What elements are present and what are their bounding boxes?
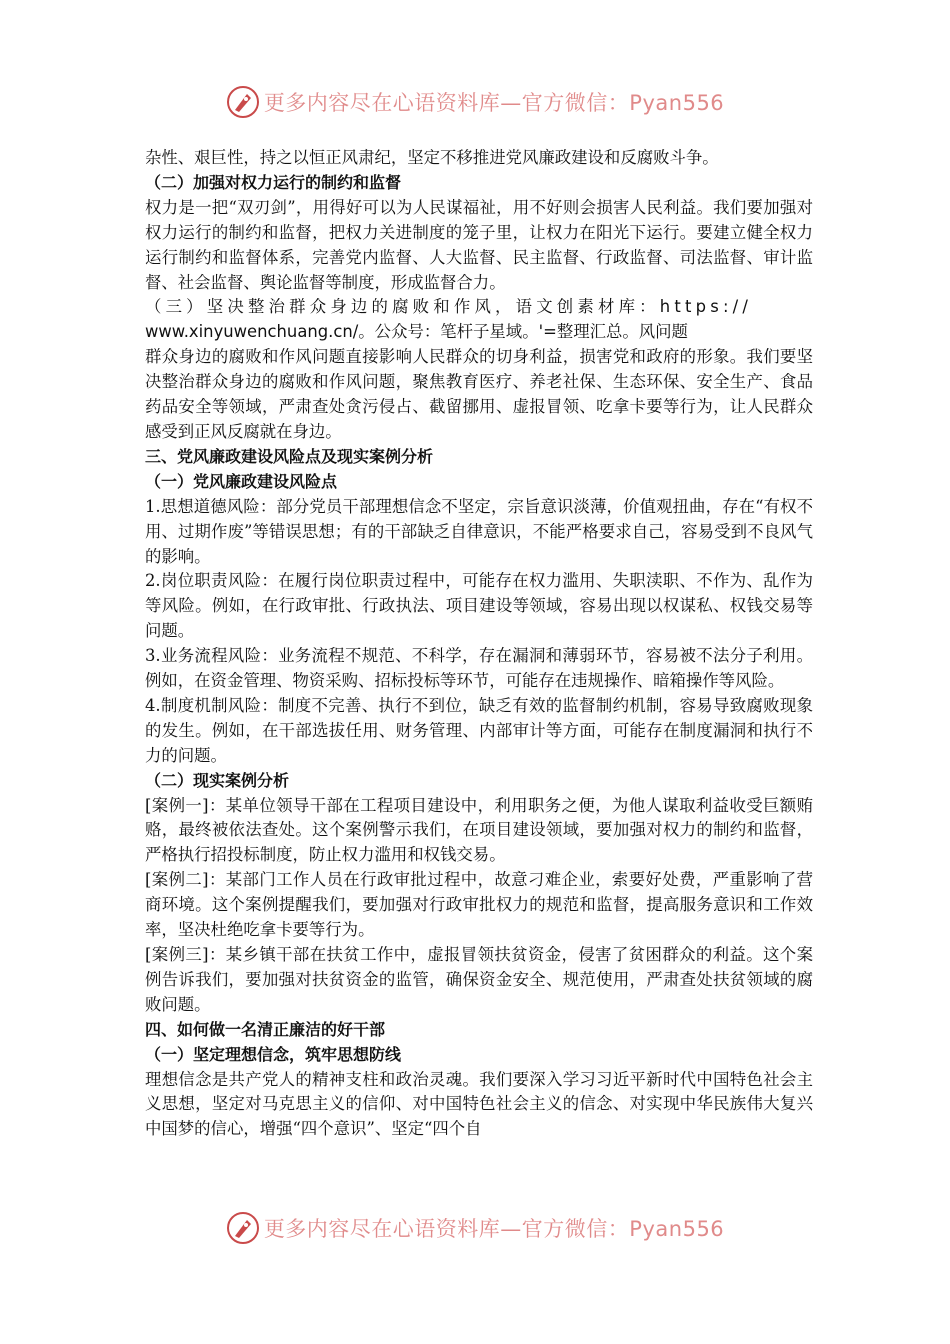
case-item: [案例一]：某单位领导干部在工程项目建设中，利用职务之便，为他人谋取利益收受巨额贿赂，最终被依法查处。这个案例警示我们，在项目建设领域，要加强对权力的制约和监督，严格执行招投标制度，防止权力滥用和权钱交易。 — [145, 795, 813, 865]
footer-watermark-banner — [0, 1208, 950, 1248]
paragraph: 理想信念是共产党人的精神支柱和政治灵魂。我们要深入学习习近平新时代中国特色社会主义思想，坚定对马克思主义的信仰、对中国特色社会主义的信念、对实现中华民族伟大复兴中国梦的信心，增强“四个意识”、坚定“四个自 — [145, 1069, 813, 1139]
paragraph: 杂性、艰巨性，持之以恒正风肃纪，坚定不移推进党风廉政建设和反腐败斗争。 — [145, 148, 719, 167]
section-heading: （二）现实案例分析 — [145, 770, 290, 790]
section-heading: （二）加强对权力运行的制约和监督 — [145, 172, 402, 192]
case-item: [案例三]：某乡镇干部在扶贫工作中，虚报冒领扶贫资金，侵害了贫困群众的利益。这个案例告诉我们，要加强对扶贫资金的监管，确保资金安全、规范使用，严肃查处扶贫领域的腐败问题。 — [145, 945, 813, 1014]
risk-item: 1.思想道德风险：部分党员干部理想信念不坚定，宗旨意识淡薄，价值观扭曲，存在“有权不用、过期作废”等错误思想；有的干部缺乏自律意识，不能严格要求自己，容易受到不良风气的影响。 — [145, 496, 813, 566]
section-heading: （一）坚定理想信念，筑牢思想防线 — [145, 1044, 402, 1064]
document-body — [145, 146, 813, 1142]
risk-item: 3.业务流程风险：业务流程不规范、不科学，存在漏洞和薄弱环节，容易被不法分子利用。例如，在资金管理、物资采购、招标投标等环节，可能存在违规操作、暗箱操作等风险。 — [145, 646, 813, 691]
risk-item: 4.制度机制风险：制度不完善、执行不到位，缺乏有效的监督制约机制，容易导致腐败现象的发生。例如，在干部选拔任用、财务管理、内部审计等方面，可能存在制度漏洞和执行不力的问题。 — [145, 695, 813, 765]
header-watermark-banner — [0, 82, 950, 122]
banner-text: 更多内容尽在心语资料库—官方微信：Pyan556 — [263, 91, 725, 115]
pen-nib-logo-icon — [226, 1211, 260, 1245]
banner-text: 更多内容尽在心语资料库—官方微信：Pyan556 — [263, 1217, 725, 1241]
section-heading-with-watermark-line2: www.xinyuwenchuang.cn/。公众号：笔杆子星域。'=整理汇总。风问题 — [145, 322, 688, 342]
pen-nib-logo-icon — [226, 85, 260, 119]
paragraph: 权力是一把“双刃剑”，用得好可以为人民谋福祉，用不好则会损害人民利益。我们要加强对权力运行的制约和监督，把权力关进制度的笼子里，让权力在阳光下运行。要建立健全权力运行制约和监督体系，完善党内监督、人大监督、民主监督、行政监督、司法监督、审计监督、社会监督、舆论监督等制度，形成监督合力。 — [145, 197, 813, 292]
chapter-heading: 四、如何做一名清正廉洁的好干部 — [145, 1019, 386, 1039]
risk-item: 2.岗位职责风险：在履行岗位职责过程中，可能存在权力滥用、失职渎职、不作为、乱作为等风险。例如，在行政审批、行政执法、项目建设等领域，容易出现以权谋私、权钱交易等问题。 — [145, 571, 813, 641]
section-heading: （一）党风廉政建设风险点 — [145, 471, 338, 491]
paragraph: 群众身边的腐败和作风问题直接影响人民群众的切身利益，损害党和政府的形象。我们要坚决整治群众身边的腐败和作风问题，聚焦教育医疗、养老社保、生态环保、安全生产、食品药品安全等领域，严肃查处贪污侵占、截留挪用、虚报冒领、吃拿卡要等行为，让人民群众感受到正风反腐就在身边。 — [145, 347, 813, 441]
case-item: [案例二]：某部门工作人员在行政审批过程中，故意刁难企业，索要好处费，严重影响了营商环境。这个案例提醒我们，要加强对行政审批权力的规范和监督，提高服务意识和工作效率，坚决杜绝吃拿卡要等行为。 — [145, 870, 813, 940]
chapter-heading: 三、党风廉政建设风险点及现实案例分析 — [145, 446, 434, 466]
section-heading-with-watermark-line1: （三）坚决整治群众身边的腐败和作风，语文创素材库：https:// — [145, 297, 753, 317]
